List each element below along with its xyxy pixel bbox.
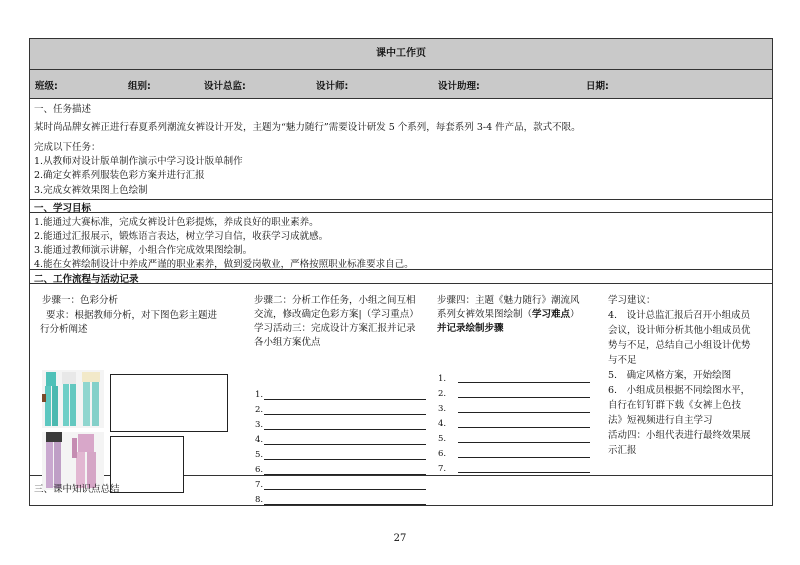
step4-text: 步骤四：主题《魅力随行》潮流风 [437, 295, 580, 306]
task-item: 2.确定女裤系列服装色彩方案并进行汇报 [34, 170, 205, 181]
advice-line: 学习建议： [608, 295, 656, 306]
record-line[interactable] [264, 459, 426, 460]
record-line[interactable] [458, 412, 590, 413]
design-assistant-label: 设计助理: [438, 81, 480, 92]
step4-text: 并记录绘制步骤 [437, 323, 504, 334]
record-line[interactable] [458, 442, 590, 443]
task-item: 1.从教师对设计版单制作演示中学习设计版单制作 [34, 156, 243, 167]
page-number: 27 [393, 533, 407, 544]
advice-line: 示汇报 [608, 445, 637, 456]
summary-heading: 三、课中知识点总结 [34, 484, 120, 495]
todo-label: 完成以下任务： [34, 142, 101, 153]
step2-text: 交流，修改确定色彩方案|（学习重点） [254, 309, 419, 320]
record-line[interactable] [264, 399, 426, 400]
record-line[interactable] [264, 414, 426, 415]
advice-line: 4. 设计总监汇报后召开小组成员 [608, 310, 751, 321]
goal-item: 1.能通过大赛标准，完成女裤设计色彩提炼，养成良好的职业素养。 [34, 217, 319, 228]
record-line[interactable] [458, 472, 590, 473]
record-line[interactable] [458, 382, 590, 383]
record-line[interactable] [458, 397, 590, 398]
date-label: 日期: [586, 81, 609, 92]
task-description: 某时尚品牌女裤正进行春夏系列潮流女裤设计开发，主题为“魅力随行”需要设计研发 5 个系列，每套系列 3-4 件产品，款式不限。 [34, 122, 581, 133]
chief-designer-label: 设计总监: [204, 81, 246, 92]
record-line[interactable] [264, 429, 426, 430]
color-analysis-box[interactable] [110, 374, 228, 432]
workflow-heading: 二、工作流程与活动记录 [34, 274, 139, 285]
class-label: 班级: [35, 81, 58, 92]
advice-line: 6. 小组成员根据不同绘图水平， [608, 385, 751, 396]
record-line[interactable] [458, 427, 590, 428]
task-heading: 一、任务描述 [34, 104, 92, 115]
step1-title: 步骤一：色彩分析 [42, 295, 119, 306]
goal-item: 4.能在女裤绘制设计中养成严谨的职业素养，做到爱岗敬业，严格按照职业标准要求自己。 [34, 259, 414, 270]
teal-pants-photo [42, 370, 104, 428]
record-line[interactable] [264, 474, 426, 475]
step1-requirement-cont: 行分析阐述 [40, 324, 88, 335]
designer-label: 设计师: [316, 81, 349, 92]
page-title: 课中工作页 [30, 39, 772, 70]
info-bar [30, 70, 772, 99]
advice-line: 法》短视频进行自主学习 [608, 415, 713, 426]
step2-text: 各小组方案优点 [254, 337, 321, 348]
advice-line: 自行在钉钉群下载《女裤上色技 [608, 400, 742, 411]
difficulty-tag: 学习难点 [532, 309, 571, 320]
goal-item: 3.能通过教师演示讲解，小组合作完成效果图绘制。 [34, 245, 253, 256]
step4-text: 系列女裤效果图绘制（学习难点） [437, 309, 580, 320]
goals-heading: 一、学习目标 [34, 203, 92, 214]
record-line[interactable] [264, 444, 426, 445]
workflow-section: 二、工作流程与活动记录 步骤一：色彩分析 要求：根据教师分析，对下图色彩主题进 行分析阐述 步骤二：分析工作任务，小组之间互相 交流，修改确定色彩方案|（学习重点） 学习活动三：完成设计方案汇报并记录 各小组方案优点 1. 2. 3. 4. 5. 6. 7. 8. 步骤四：主题《魅力随行》潮流风 系列女裤效果图绘制（学习难点） 并记录绘制步骤 1. 2. 3. 4. 5. 6. 7. 学习建议： 4. 设计总监汇报后召开小组成员 会议，设计师分析其他小组成员优 势与不足，总结自己小组设计优势 与不足 5. 确定风格方案，开始绘图 6. 小组成员根据不同绘图水平， 自行在钉钉群下载《女裤上色技 法》短视频进行自主学习 活动四：小组代表进行最终效果展 示汇报 [30, 270, 772, 476]
record-line[interactable] [458, 457, 590, 458]
step2-text: 学习活动三：完成设计方案汇报并记录 [254, 323, 416, 334]
group-label: 组别: [128, 81, 151, 92]
advice-line: 与不足 [608, 355, 637, 366]
advice-line: 5. 确定风格方案，开始绘图 [608, 370, 732, 381]
advice-line: 势与不足，总结自己小组设计优势 [608, 340, 751, 351]
step2-text: 步骤二：分析工作任务，小组之间互相 [254, 295, 416, 306]
step1-requirement: 要求：根据教师分析，对下图色彩主题进 [46, 310, 218, 321]
worksheet-table [29, 38, 773, 506]
advice-line: 会议，设计师分析其他小组成员优 [608, 325, 751, 336]
task-description-section [30, 99, 772, 200]
goal-item: 2.能通过汇报展示，锻炼语言表达，树立学习自信，收获学习成就感。 [34, 231, 329, 242]
summary-section[interactable] [30, 476, 772, 506]
learning-goals-section [30, 200, 772, 270]
advice-line: 活动四：小组代表进行最终效果展 [608, 430, 751, 441]
task-item: 3.完成女裤效果图上色绘制 [34, 185, 148, 196]
